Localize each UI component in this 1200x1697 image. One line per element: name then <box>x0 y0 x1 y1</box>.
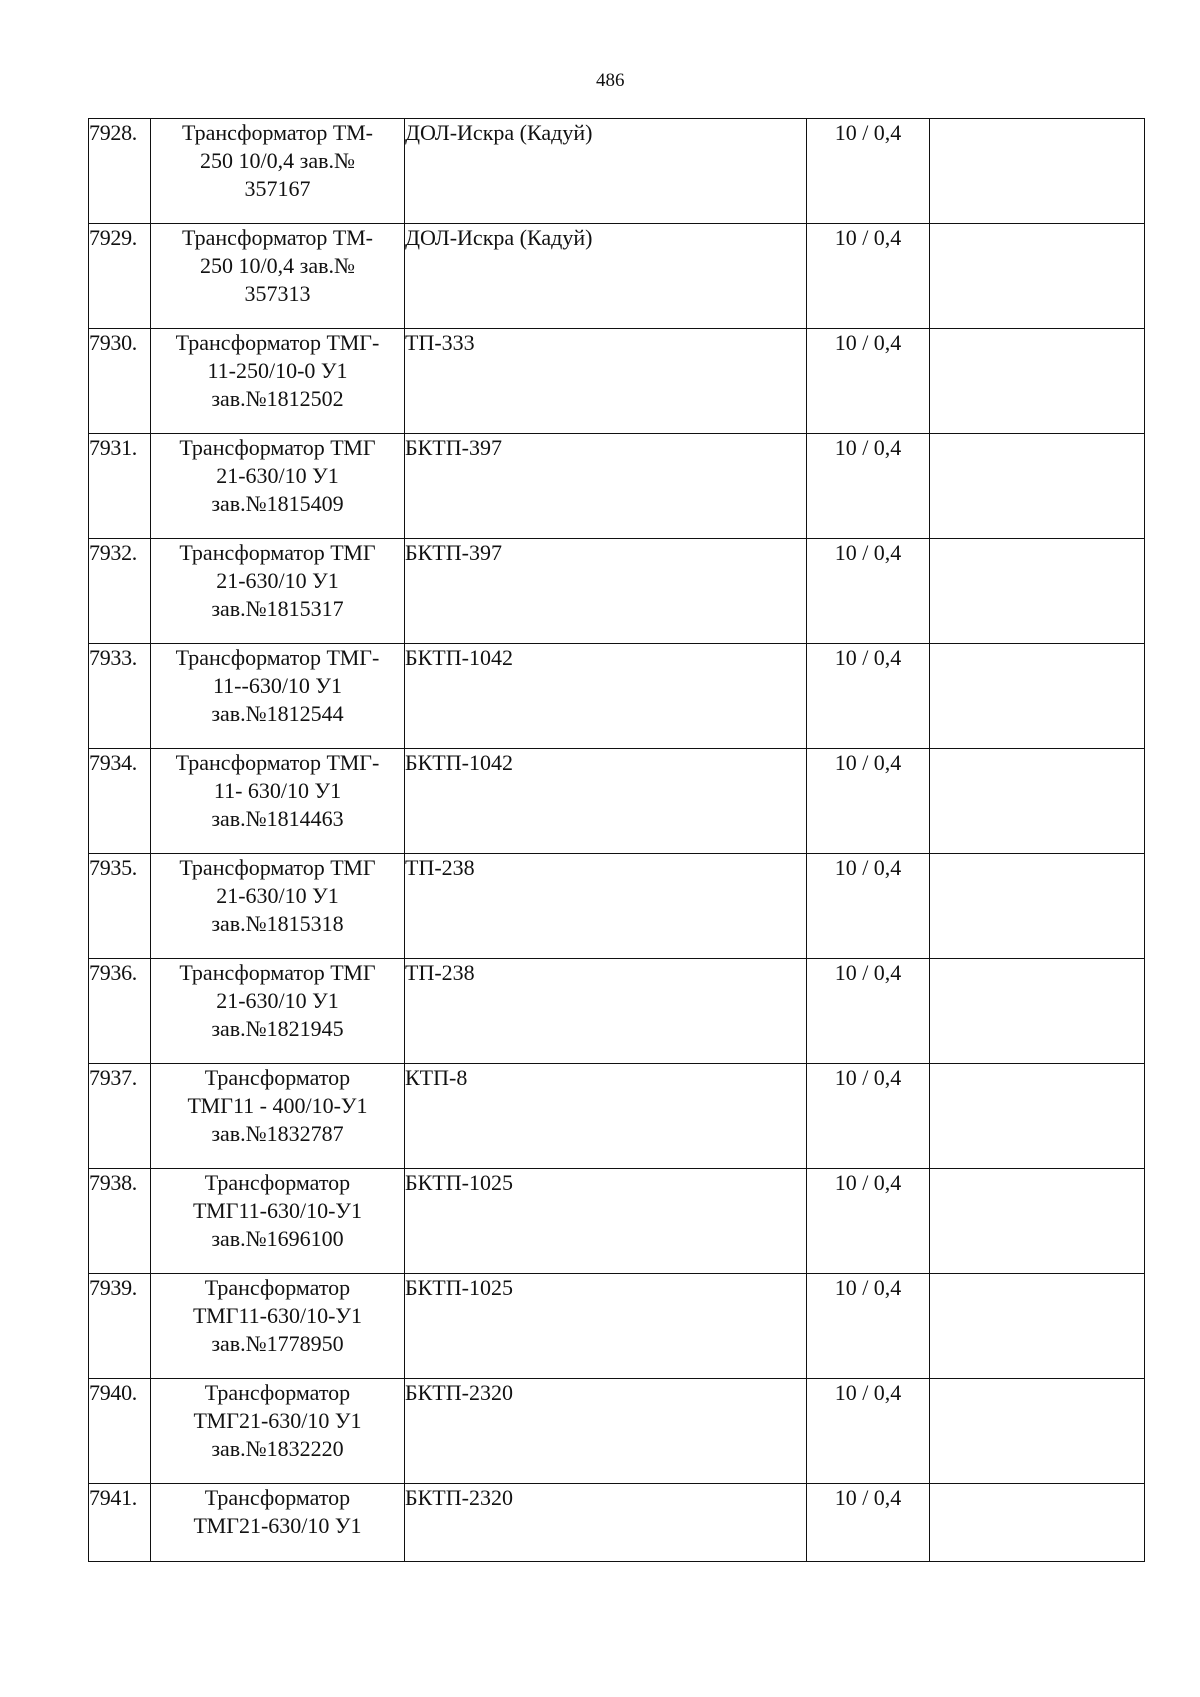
equipment-name-cell <box>151 854 405 959</box>
equipment-name-cell <box>151 434 405 539</box>
empty-cell <box>930 1064 1145 1169</box>
equipment-name-line: зав.№1696100 <box>211 1226 344 1251</box>
row-number-cell: 7931. <box>89 434 151 539</box>
equipment-name-cell <box>151 1484 405 1562</box>
equipment-name-line: Трансформатор <box>204 1380 351 1405</box>
empty-cell <box>930 224 1145 329</box>
table-row <box>89 1379 1145 1484</box>
voltage-cell: 10 / 0,4 <box>807 1274 930 1379</box>
equipment-name-cell <box>151 1064 405 1169</box>
row-number-cell: 7941. <box>89 1484 151 1562</box>
row-number-cell: 7933. <box>89 644 151 749</box>
empty-cell <box>930 1379 1145 1484</box>
empty-cell <box>930 644 1145 749</box>
voltage-cell: 10 / 0,4 <box>807 1484 930 1562</box>
voltage-cell: 10 / 0,4 <box>807 1379 930 1484</box>
empty-cell <box>930 329 1145 434</box>
equipment-name-line: 357167 <box>244 176 311 201</box>
empty-cell <box>930 854 1145 959</box>
location-cell: ТП-238 <box>405 959 807 1064</box>
equipment-name-line: 11--630/10 У1 <box>212 673 343 698</box>
table-row <box>89 749 1145 854</box>
voltage-cell: 10 / 0,4 <box>807 959 930 1064</box>
equipment-name-line: Трансформатор ТМГ- <box>175 645 380 670</box>
row-number-cell: 7928. <box>89 119 151 224</box>
voltage-cell: 10 / 0,4 <box>807 644 930 749</box>
empty-cell <box>930 539 1145 644</box>
location-cell: БКТП-397 <box>405 434 807 539</box>
equipment-name-line: ТМГ11 - 400/10-У1 <box>187 1093 368 1118</box>
voltage-cell: 10 / 0,4 <box>807 539 930 644</box>
equipment-name-line: зав.№1815317 <box>211 596 344 621</box>
equipment-name-line: Трансформатор ТМГ <box>179 855 376 880</box>
empty-cell <box>930 749 1145 854</box>
location-cell: ТП-238 <box>405 854 807 959</box>
location-cell: БКТП-1042 <box>405 644 807 749</box>
equipment-name-cell <box>151 644 405 749</box>
equipment-name-line: зав.№1815409 <box>211 491 344 516</box>
table-row <box>89 1484 1145 1562</box>
empty-cell <box>930 119 1145 224</box>
location-cell: БКТП-1042 <box>405 749 807 854</box>
voltage-cell: 10 / 0,4 <box>807 1169 930 1274</box>
equipment-name-line: зав.№1814463 <box>211 806 344 831</box>
equipment-name-cell <box>151 1169 405 1274</box>
equipment-name-line: 21-630/10 У1 <box>216 883 339 908</box>
equipment-name-line: ТМГ21-630/10 У1 <box>193 1408 362 1433</box>
empty-cell <box>930 1484 1145 1562</box>
equipment-name-line: зав.№1832220 <box>211 1436 344 1461</box>
equipment-name-cell <box>151 749 405 854</box>
row-number-cell: 7929. <box>89 224 151 329</box>
location-cell: БКТП-2320 <box>405 1379 807 1484</box>
equipment-name-line: ТМГ21-630/10 У1 <box>193 1513 362 1538</box>
voltage-cell: 10 / 0,4 <box>807 119 930 224</box>
equipment-name-line: Трансформатор <box>204 1170 351 1195</box>
empty-cell <box>930 959 1145 1064</box>
equipment-name-cell <box>151 329 405 434</box>
equipment-name-line: зав.№1812544 <box>211 701 344 726</box>
table-row <box>89 224 1145 329</box>
table-row <box>89 1064 1145 1169</box>
equipment-name-cell <box>151 1274 405 1379</box>
table-row <box>89 959 1145 1064</box>
equipment-name-cell <box>151 1379 405 1484</box>
location-cell: КТП-8 <box>405 1064 807 1169</box>
equipment-name-line: Трансформатор <box>204 1275 351 1300</box>
equipment-name-line: 21-630/10 У1 <box>216 463 339 488</box>
equipment-name-line: Трансформатор ТМГ- <box>175 330 380 355</box>
empty-cell <box>930 434 1145 539</box>
table-row <box>89 119 1145 224</box>
equipment-name-line: 11- 630/10 У1 <box>213 778 342 803</box>
voltage-cell: 10 / 0,4 <box>807 329 930 434</box>
location-cell: ДОЛ-Искра (Кадуй) <box>405 224 807 329</box>
location-cell: БКТП-2320 <box>405 1484 807 1562</box>
row-number-cell: 7932. <box>89 539 151 644</box>
voltage-cell: 10 / 0,4 <box>807 854 930 959</box>
location-cell: БКТП-1025 <box>405 1274 807 1379</box>
equipment-name-line: 250 10/0,4 зав.№ <box>200 148 355 173</box>
row-number-cell: 7937. <box>89 1064 151 1169</box>
equipment-name-line: ТМГ11-630/10-У1 <box>193 1198 362 1223</box>
table-row <box>89 329 1145 434</box>
table-body <box>89 119 1145 1562</box>
equipment-name-line: Трансформатор <box>204 1065 351 1090</box>
equipment-name-line: Трансформатор ТМ- <box>182 120 373 145</box>
equipment-name-line: Трансформатор ТМГ <box>179 435 376 460</box>
row-number-cell: 7939. <box>89 1274 151 1379</box>
location-cell: БКТП-1025 <box>405 1169 807 1274</box>
location-cell: ДОЛ-Искра (Кадуй) <box>405 119 807 224</box>
equipment-name-line: 21-630/10 У1 <box>216 988 339 1013</box>
table-row <box>89 434 1145 539</box>
equipment-name-line: 357313 <box>244 281 311 306</box>
equipment-name-line: Трансформатор ТМГ <box>179 960 376 985</box>
equipment-name-line: Трансформатор ТМ- <box>182 225 373 250</box>
equipment-name-line: зав.№1821945 <box>211 1016 344 1041</box>
equipment-name-line: зав.№1832787 <box>211 1121 344 1146</box>
table-row <box>89 644 1145 749</box>
equipment-name-line: Трансформатор ТМГ <box>179 540 376 565</box>
equipment-name-line: Трансформатор <box>204 1485 351 1510</box>
voltage-cell: 10 / 0,4 <box>807 1064 930 1169</box>
equipment-name-cell <box>151 959 405 1064</box>
equipment-name-line: 21-630/10 У1 <box>216 568 339 593</box>
equipment-name-line: ТМГ11-630/10-У1 <box>193 1303 362 1328</box>
row-number-cell: 7935. <box>89 854 151 959</box>
equipment-table <box>88 118 1145 1562</box>
voltage-cell: 10 / 0,4 <box>807 434 930 539</box>
row-number-cell: 7934. <box>89 749 151 854</box>
empty-cell <box>930 1274 1145 1379</box>
row-number-cell: 7936. <box>89 959 151 1064</box>
equipment-name-line: зав.№1778950 <box>211 1331 344 1356</box>
equipment-name-cell <box>151 224 405 329</box>
voltage-cell: 10 / 0,4 <box>807 749 930 854</box>
row-number-cell: 7938. <box>89 1169 151 1274</box>
equipment-name-line: 11-250/10-0 У1 <box>207 358 348 383</box>
voltage-cell: 10 / 0,4 <box>807 224 930 329</box>
table-row <box>89 854 1145 959</box>
empty-cell <box>930 1169 1145 1274</box>
equipment-name-line: 250 10/0,4 зав.№ <box>200 253 355 278</box>
table-row <box>89 539 1145 644</box>
page-number: 486 <box>596 70 625 91</box>
table-row <box>89 1274 1145 1379</box>
row-number-cell: 7940. <box>89 1379 151 1484</box>
row-number-cell: 7930. <box>89 329 151 434</box>
equipment-name-line: зав.№1812502 <box>211 386 344 411</box>
location-cell: ТП-333 <box>405 329 807 434</box>
location-cell: БКТП-397 <box>405 539 807 644</box>
equipment-name-cell <box>151 539 405 644</box>
equipment-name-cell <box>151 119 405 224</box>
equipment-name-line: зав.№1815318 <box>211 911 344 936</box>
equipment-name-line: Трансформатор ТМГ- <box>175 750 380 775</box>
table-row <box>89 1169 1145 1274</box>
